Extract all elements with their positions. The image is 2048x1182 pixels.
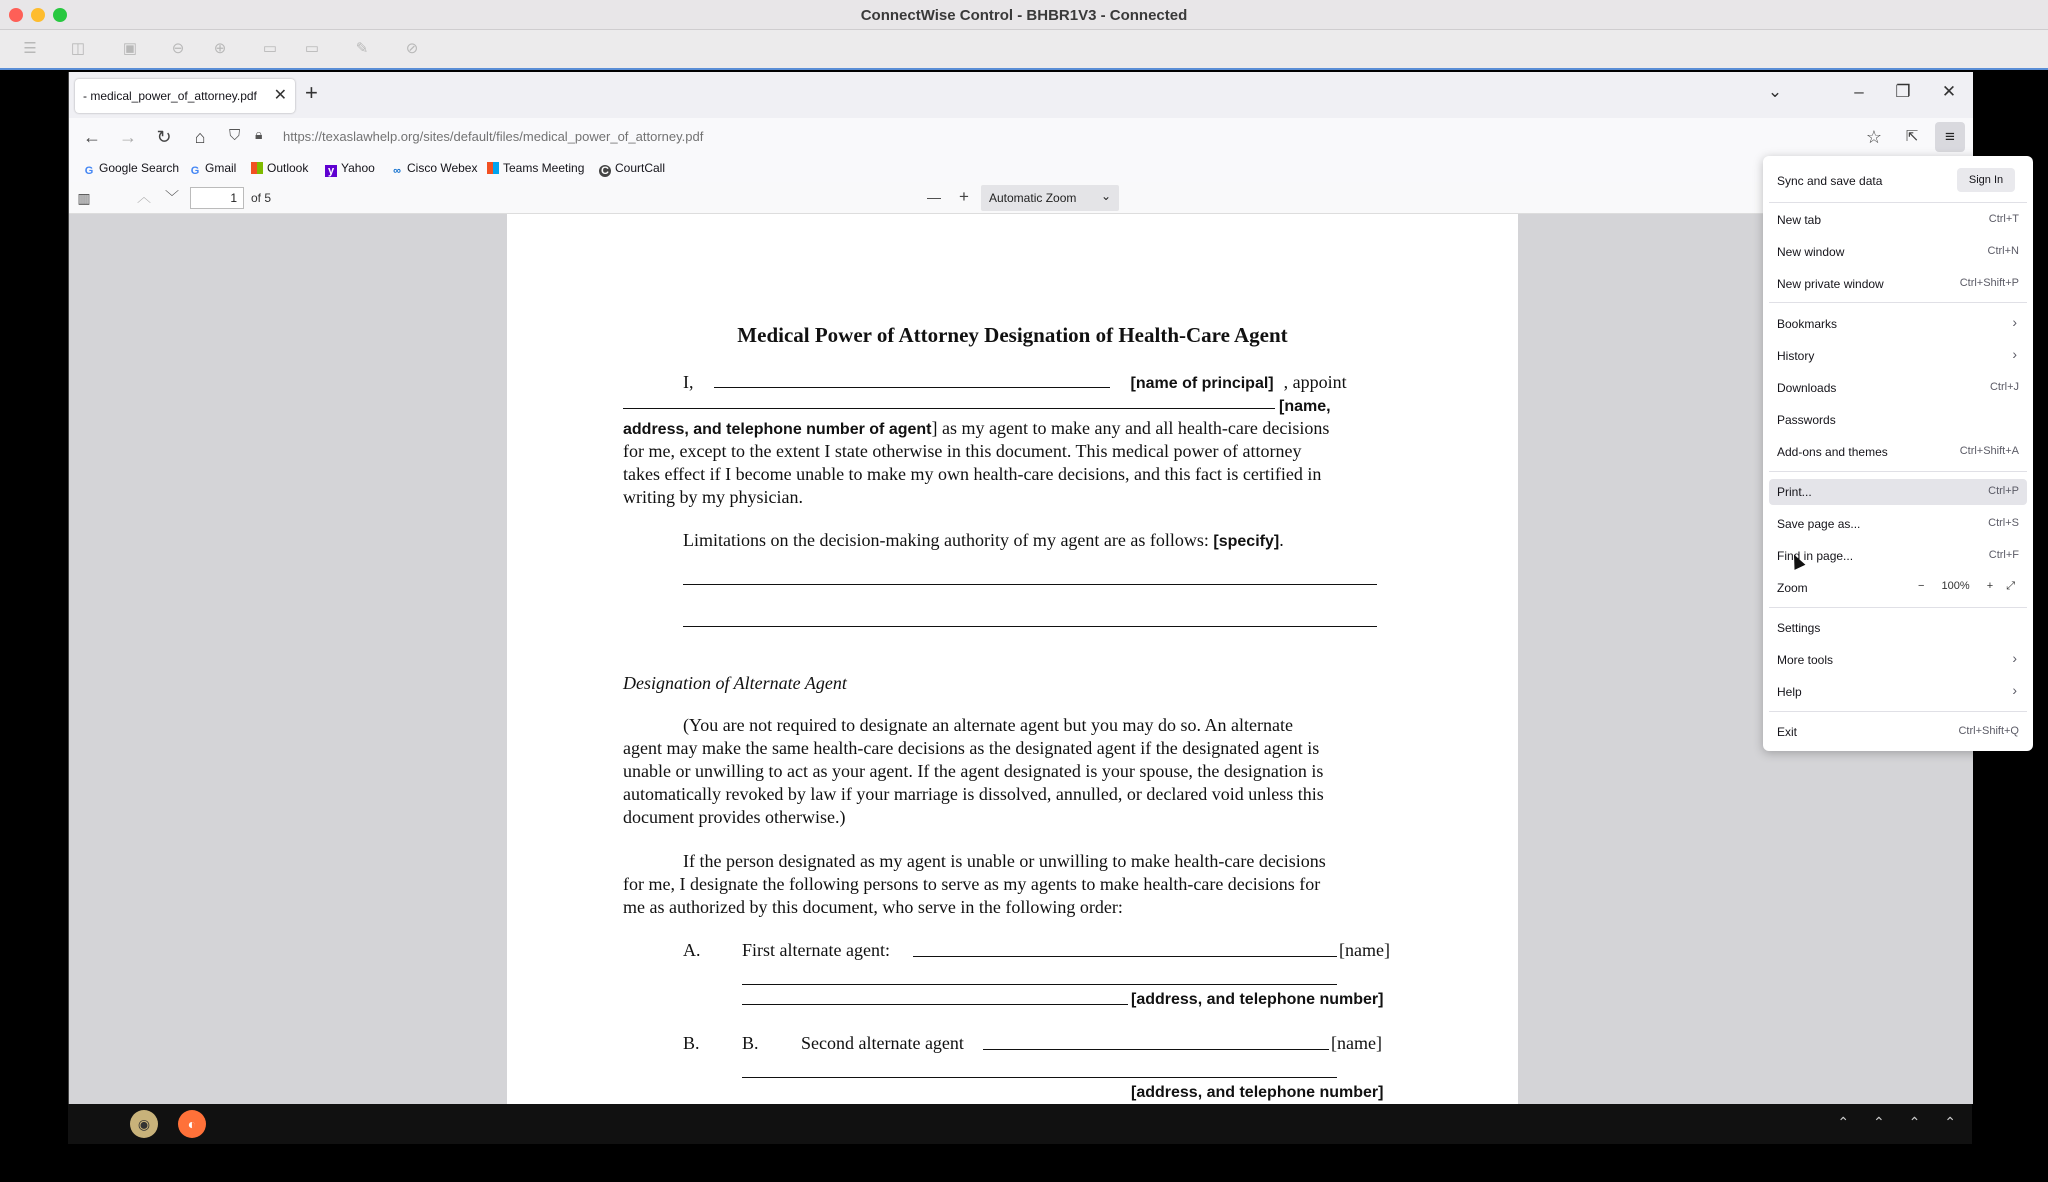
firefox-window bbox=[68, 72, 2019, 1104]
blank-line bbox=[683, 584, 1377, 585]
bookmarks-toolbar bbox=[69, 156, 1973, 182]
zoom-controls bbox=[1918, 580, 2015, 593]
menu-shortcut: Ctrl+T bbox=[1988, 213, 2019, 225]
lock-icon[interactable]: 🔒︎ bbox=[255, 126, 263, 142]
blank-line bbox=[742, 1004, 1128, 1005]
menu-label: New private window bbox=[1777, 277, 1884, 291]
url-text[interactable]: https://texaslawhelp.org/sites/default/files/medical_power_of_attorney.pdf bbox=[283, 129, 704, 144]
menu-label: Downloads bbox=[1777, 381, 1837, 395]
address-placeholder: address, and telephone number of agent bbox=[623, 421, 932, 438]
bookmark-label: Cisco Webex bbox=[407, 161, 478, 175]
system-tray[interactable]: ⌃ ⌃ ⌃ ⌃ bbox=[1837, 1114, 1966, 1130]
paragraph-line: (You are not required to designate an alternate agent but you may do so. An alternate bbox=[683, 715, 1293, 735]
page-count: of 5 bbox=[251, 191, 272, 205]
menu-sync[interactable] bbox=[1769, 162, 2027, 198]
microsoft-icon bbox=[251, 162, 263, 174]
menu-item-history[interactable] bbox=[1769, 343, 2027, 369]
paragraph-line: me as authorized by this document, who serve in the following order: bbox=[623, 897, 1123, 917]
url-bar[interactable] bbox=[219, 123, 1779, 151]
cw-zoom-out-icon[interactable]: ⊖ bbox=[171, 40, 185, 57]
address-placeholder bbox=[1131, 987, 1383, 1011]
menu-label: More tools bbox=[1777, 653, 1834, 667]
menu-separator bbox=[1769, 711, 2027, 712]
cw-tool-icon[interactable]: ☰ bbox=[23, 40, 37, 57]
blank-line bbox=[913, 956, 1337, 957]
menu-separator bbox=[1769, 202, 2027, 203]
menu-separator bbox=[1769, 471, 2027, 472]
menu-item-settings[interactable] bbox=[1769, 615, 2027, 641]
cw-file2-icon[interactable]: ▭ bbox=[304, 40, 320, 57]
name-placeholder: [name] bbox=[1339, 940, 1390, 960]
app-menu-button[interactable]: ≡ bbox=[1935, 122, 1965, 152]
zoom-select-value: Automatic Zoom bbox=[989, 191, 1077, 205]
tab-close-icon[interactable]: ✕ bbox=[273, 87, 287, 104]
pdf-viewer[interactable] bbox=[69, 214, 1973, 1104]
pdf-page bbox=[507, 214, 1518, 1104]
menu-item-save-page[interactable] bbox=[1769, 511, 2027, 537]
google-icon: G bbox=[190, 165, 200, 177]
agent-line bbox=[623, 417, 1403, 441]
paragraph-line: If the person designated as my agent is unable or unwilling to make health-care decisions bbox=[683, 851, 1326, 871]
extensions-icon[interactable]: ⇱ bbox=[1905, 128, 1919, 145]
menu-item-exit[interactable] bbox=[1769, 719, 2027, 745]
name-placeholder: [name] bbox=[1331, 1033, 1382, 1053]
menu-label: Sync and save data bbox=[1777, 174, 1883, 188]
chevron-right-icon: › bbox=[2012, 650, 2017, 666]
menu-label: Add-ons and themes bbox=[1777, 445, 1888, 459]
sign-in-button[interactable]: Sign In bbox=[1957, 168, 2015, 192]
menu-label: New tab bbox=[1777, 213, 1822, 227]
zoom-value[interactable]: 100% bbox=[1941, 580, 1970, 592]
address-placeholder bbox=[1131, 1080, 1383, 1104]
menu-label: Passwords bbox=[1777, 413, 1836, 427]
bookmark-star-icon[interactable]: ☆ bbox=[1865, 127, 1883, 147]
menu-item-new-window[interactable] bbox=[1769, 239, 2027, 265]
bookmark-label: Gmail bbox=[205, 161, 237, 175]
back-icon[interactable]: ← bbox=[83, 127, 101, 147]
menu-item-new-private-window[interactable] bbox=[1769, 271, 2027, 297]
item-label: B. bbox=[683, 1033, 700, 1053]
cw-file-icon[interactable]: ▭ bbox=[262, 40, 278, 57]
menu-separator bbox=[1769, 607, 2027, 608]
firefox-app-icon[interactable]: ◐ bbox=[178, 1110, 206, 1138]
chevron-right-icon: › bbox=[2012, 346, 2017, 362]
cw-screen-icon[interactable]: ▣ bbox=[122, 40, 138, 57]
menu-item-new-tab[interactable] bbox=[1769, 207, 2027, 233]
menu-item-print[interactable] bbox=[1769, 479, 2027, 505]
item-label: A. bbox=[683, 940, 701, 960]
zoom-select[interactable] bbox=[981, 185, 1119, 211]
pdf-toolbar bbox=[69, 182, 1973, 214]
item-label: B. bbox=[742, 1033, 759, 1053]
menu-shortcut: Ctrl+Shift+Q bbox=[1958, 725, 2019, 737]
menu-item-bookmarks[interactable] bbox=[1769, 311, 2027, 337]
google-icon: G bbox=[84, 165, 94, 177]
text: [address, and telephone number] bbox=[1131, 991, 1384, 1008]
chevron-right-icon: › bbox=[2012, 314, 2017, 330]
first-alternate-label: First alternate agent: bbox=[742, 940, 890, 960]
paragraph-line: takes effect if I become unable to make my own health-care decisions, and this fact is certified in bbox=[623, 464, 1322, 484]
menu-shortcut: Ctrl+Shift+A bbox=[1959, 445, 2019, 457]
tab-pdf[interactable] bbox=[75, 79, 295, 113]
menu-label: Settings bbox=[1777, 621, 1821, 635]
paragraph-line: automatically revoked by law if your marriage is dissolved, annulled, or declared void unless this bbox=[623, 784, 1324, 804]
navigation-bar bbox=[69, 118, 1973, 156]
section-heading: Designation of Alternate Agent bbox=[623, 673, 847, 693]
tab-title: - medical_power_of_attorney.pdf bbox=[83, 89, 257, 103]
blank-line bbox=[623, 408, 1275, 409]
restore-icon[interactable]: ❐ bbox=[1895, 82, 1911, 101]
bookmark-label: Teams Meeting bbox=[503, 161, 585, 175]
menu-label: Save page as... bbox=[1777, 517, 1861, 531]
menu-label: Find in page... bbox=[1777, 549, 1854, 563]
forward-icon[interactable]: → bbox=[119, 127, 137, 147]
menu-label: Bookmarks bbox=[1777, 317, 1838, 331]
chevron-down-icon: ⌄ bbox=[1100, 189, 1111, 203]
zoom-minus-button[interactable]: − bbox=[1917, 580, 1925, 592]
menu-shortcut: Ctrl+N bbox=[1987, 245, 2019, 257]
text: , appoint bbox=[1283, 372, 1347, 392]
bookmark-courtcall[interactable] bbox=[599, 161, 665, 177]
menu-label: History bbox=[1777, 349, 1815, 363]
connectwise-toolbar bbox=[0, 30, 2048, 70]
paragraph-line: for me, except to the extent I state otherwise in this document. This medical power of attorney bbox=[623, 441, 1302, 461]
bookmark-google-search[interactable] bbox=[83, 161, 179, 177]
mac-titlebar bbox=[0, 0, 2048, 30]
reload-icon[interactable]: ↻ bbox=[156, 127, 172, 147]
name-placeholder bbox=[1279, 394, 1331, 418]
microsoft-icon bbox=[487, 162, 499, 174]
new-tab-button[interactable]: + bbox=[305, 80, 318, 105]
bookmark-outlook[interactable] bbox=[251, 161, 308, 175]
menu-item-addons[interactable] bbox=[1769, 439, 2027, 465]
paragraph-line: unable or unwilling to act as your agent. If the agent designated is your spouse, the designation is bbox=[623, 761, 1324, 781]
webex-icon: ∞ bbox=[393, 165, 401, 177]
menu-item-downloads[interactable] bbox=[1769, 375, 2027, 401]
text: [address, and telephone number] bbox=[1131, 1084, 1384, 1101]
specify-placeholder: [specify] bbox=[1213, 533, 1280, 550]
principal-line bbox=[683, 371, 1443, 395]
previous-page-icon[interactable]: ︿ bbox=[137, 189, 151, 205]
list-tabs-icon[interactable]: ⌄ bbox=[1767, 82, 1783, 101]
menu-shortcut: Ctrl+J bbox=[1989, 381, 2019, 393]
bookmark-cisco-webex[interactable] bbox=[391, 161, 477, 177]
zoom-out-button[interactable]: — bbox=[927, 189, 941, 205]
document-title: Medical Power of Attorney Designation of Health-Care Agent bbox=[737, 323, 1288, 347]
text: I, bbox=[683, 372, 694, 392]
courtcall-icon: C bbox=[599, 165, 611, 177]
zoom-in-button[interactable]: + bbox=[959, 187, 969, 206]
cw-camera-icon[interactable]: ◫ bbox=[70, 40, 86, 57]
taskbar bbox=[68, 1104, 1972, 1144]
chevron-right-icon: › bbox=[2012, 682, 2017, 698]
menu-label: New window bbox=[1777, 245, 1845, 259]
menu-label: Help bbox=[1777, 685, 1802, 699]
bookmark-teams-meeting[interactable] bbox=[487, 161, 584, 175]
principal-placeholder: [name of principal] bbox=[1130, 375, 1274, 392]
paragraph-line: writing by my physician. bbox=[623, 487, 803, 507]
tab-strip bbox=[69, 72, 1973, 118]
paragraph-line: document provides otherwise.) bbox=[623, 807, 846, 827]
bookmark-label: CourtCall bbox=[615, 161, 666, 175]
chrome-app-icon[interactable]: ◉ bbox=[130, 1110, 158, 1138]
menu-item-find[interactable] bbox=[1769, 543, 2027, 569]
sidebar-toggle-icon[interactable]: ▥ bbox=[77, 190, 91, 206]
menu-shortcut: Ctrl+P bbox=[1988, 485, 2019, 497]
cw-pen-icon[interactable]: ✎ bbox=[355, 40, 369, 57]
blank-line bbox=[983, 1049, 1329, 1050]
bookmark-gmail[interactable] bbox=[189, 161, 236, 177]
menu-label: Print... bbox=[1777, 485, 1812, 499]
bookmark-label: Outlook bbox=[267, 161, 309, 175]
blank-line bbox=[683, 626, 1377, 627]
text: Limitations on the decision-making authority of my agent are as follows: bbox=[683, 530, 1209, 550]
text: ] as my agent to make any and all health-care decisions bbox=[931, 418, 1330, 438]
window-title: ConnectWise Control - BHBR1V3 - Connected bbox=[860, 7, 1188, 24]
minimize-icon[interactable]: – bbox=[1854, 82, 1864, 101]
app-menu bbox=[1763, 156, 2033, 751]
bookmark-label: Yahoo bbox=[341, 161, 375, 175]
blank-line bbox=[742, 1077, 1337, 1078]
menu-shortcut: Ctrl+Shift+P bbox=[1959, 277, 2019, 289]
limitations-line: Limitations on the decision-making authority of my agent are as follows: [specify]. bbox=[683, 530, 1284, 550]
close-window-icon[interactable]: ✕ bbox=[1941, 82, 1957, 101]
yahoo-icon: y bbox=[325, 165, 337, 177]
blank-line bbox=[714, 374, 1110, 388]
zoom-plus-button[interactable]: + bbox=[1986, 580, 1994, 592]
bookmark-yahoo[interactable] bbox=[325, 161, 375, 177]
menu-item-passwords[interactable] bbox=[1769, 407, 2027, 433]
menu-item-help[interactable] bbox=[1769, 679, 2027, 705]
second-alternate-label: Second alternate agent bbox=[801, 1033, 964, 1053]
text: [name, bbox=[1279, 398, 1331, 415]
menu-label: Exit bbox=[1777, 725, 1798, 739]
shield-icon[interactable]: ⛉ bbox=[229, 127, 241, 144]
menu-item-zoom bbox=[1769, 575, 2027, 601]
menu-item-more-tools[interactable] bbox=[1769, 647, 2027, 673]
paragraph-line: for me, I designate the following persons to serve as my agents to make health-care decisions for bbox=[623, 874, 1321, 894]
cw-zoom-in-icon[interactable]: ⊕ bbox=[213, 40, 227, 57]
menu-shortcut: Ctrl+S bbox=[1988, 517, 2019, 529]
bookmark-label: Google Search bbox=[99, 161, 180, 175]
menu-shortcut: Ctrl+F bbox=[1988, 549, 2019, 561]
menu-label: Zoom bbox=[1777, 581, 1808, 595]
remote-desktop bbox=[0, 72, 2048, 1144]
blank-line bbox=[742, 984, 1337, 985]
next-page-icon[interactable]: ﹀ bbox=[165, 189, 179, 205]
fullscreen-icon[interactable]: ⤢ bbox=[2006, 580, 2015, 592]
menu-separator bbox=[1769, 302, 2027, 303]
paragraph-line: agent may make the same health-care decisions as the designated agent if the designated agent is bbox=[623, 738, 1320, 758]
home-icon[interactable]: ⌂ bbox=[194, 127, 206, 147]
cw-hide-icon[interactable]: ⊘ bbox=[405, 40, 419, 57]
page-number-input[interactable]: 1 bbox=[190, 187, 244, 209]
